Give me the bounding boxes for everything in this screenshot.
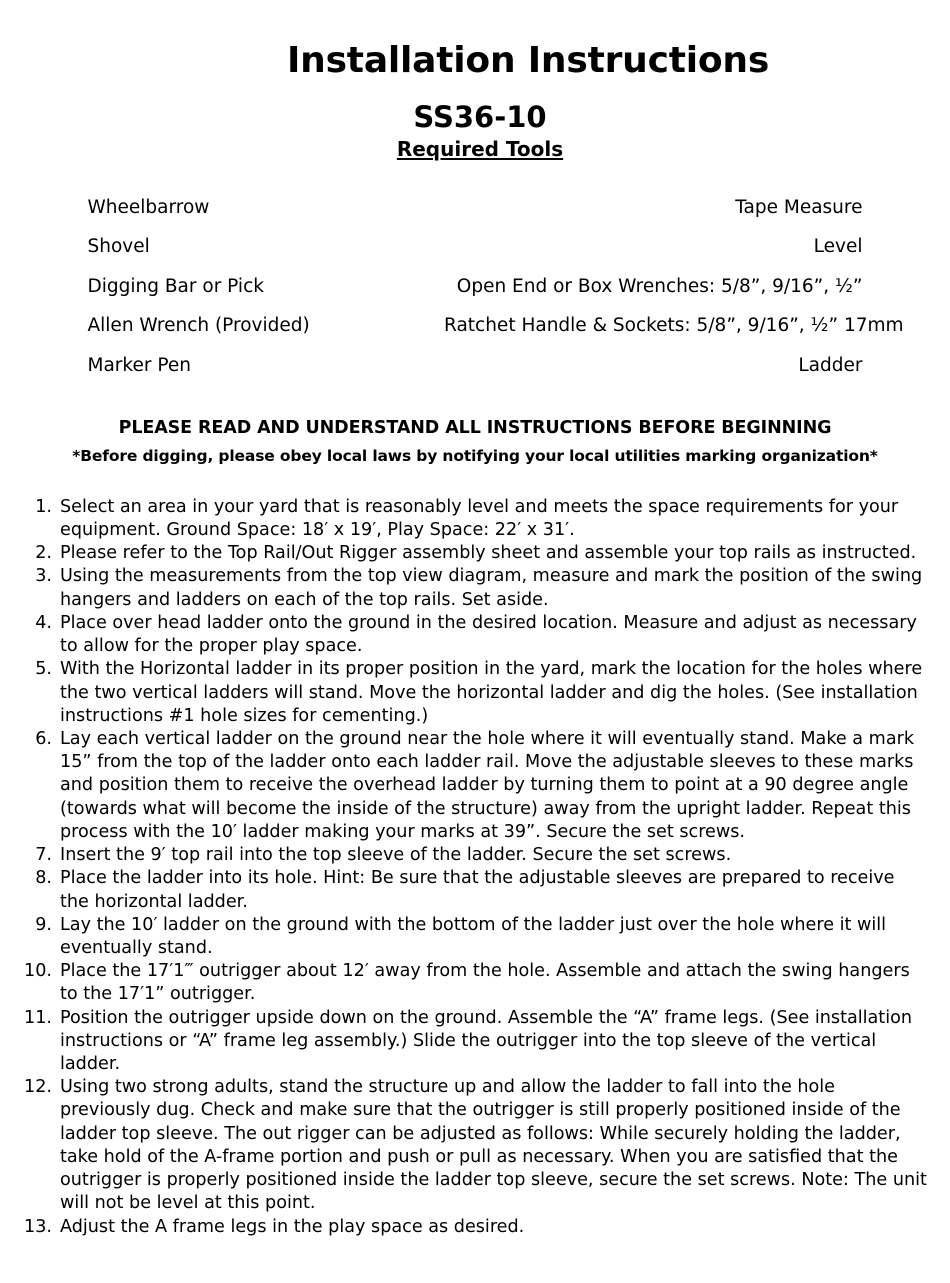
list-item-text: Insert the 9′ top rail into the top sleeve of the ladder. Secure the set screws. bbox=[60, 845, 732, 866]
required-tools-heading-label: Required Tools bbox=[396, 136, 564, 161]
list-item-number: 11. bbox=[24, 1007, 52, 1028]
warning-secondary: *Before digging, please obey local laws by notifying your local utilities marking organization* bbox=[72, 447, 878, 466]
list-item-number: 4. bbox=[35, 612, 52, 633]
list-item bbox=[22, 1216, 928, 1239]
list-item-text: Lay the 10′ ladder on the ground with the bottom of the ladder just over the hole where it will eventually stand. bbox=[60, 914, 887, 958]
list-item-number: 5. bbox=[35, 659, 52, 680]
list-item-text: Using two strong adults, stand the structure up and allow the ladder to fall into the hole previously dug. Check and make sure that the outrigger is still properly positioned inside of the ladder top sleeve. The out rigger can be adjusted as follows: While securely holding the ladder, take hold of the A-frame portion and push or pull as necessary. When you are satisfied that the outrigger is properly positioned inside the ladder top sleeve, secure the set screws. Note: The unit will not be level at this point. bbox=[60, 1077, 927, 1214]
list-item bbox=[22, 612, 928, 658]
list-item bbox=[22, 1076, 928, 1215]
tool-item-left: Marker Pen bbox=[87, 354, 191, 376]
tool-item-left: Digging Bar or Pick bbox=[87, 275, 264, 297]
list-item bbox=[22, 960, 928, 1006]
list-item bbox=[22, 565, 928, 611]
list-item bbox=[22, 867, 928, 913]
model-number: SS36-10 bbox=[413, 99, 547, 134]
required-tools-body bbox=[87, 196, 904, 376]
table-row bbox=[88, 199, 863, 239]
table-row bbox=[88, 317, 863, 357]
tool-item-right: Tape Measure bbox=[735, 196, 863, 218]
list-item-text: With the Horizontal ladder in its proper position in the yard, mark the location for the holes where the two vertical ladders will stand. Move the horizontal ladder and dig the holes. (See installation instructions #1 hole sizes for cementing.) bbox=[60, 659, 923, 726]
list-item-text: Place over head ladder onto the ground in the desired location. Measure and adjust as necessary to allow for the proper play space. bbox=[60, 612, 917, 657]
list-item-number: 3. bbox=[35, 566, 52, 587]
list-item-number: 13. bbox=[24, 1216, 52, 1237]
list-item bbox=[22, 496, 928, 542]
table-row bbox=[88, 357, 863, 376]
required-tools-heading bbox=[10, 138, 950, 161]
list-item-text: Please refer to the Top Rail/Out Rigger assembly sheet and assemble your top rails as instructed. bbox=[60, 543, 917, 564]
list-item-number: 7. bbox=[35, 845, 52, 866]
model-block bbox=[0, 99, 950, 161]
tool-item-right: Ratchet Handle & Sockets: 5/8”, 9/16”, ½” 17mm bbox=[444, 315, 904, 337]
tool-item-left: Wheelbarrow bbox=[87, 196, 210, 218]
tool-item-right: Open End or Box Wrenches: 5/8”, 9/16”, ½” bbox=[456, 275, 863, 297]
list-item bbox=[22, 542, 928, 565]
list-item-number: 6. bbox=[35, 728, 52, 749]
list-item-text: Select an area in your yard that is reasonably level and meets the space requirements for your equipment. Ground Space: 18′ x 19′, Play Space: 22′ x 31′. bbox=[60, 496, 899, 540]
list-item-number: 12. bbox=[24, 1077, 52, 1098]
list-item bbox=[22, 1007, 928, 1077]
list-item-number: 9. bbox=[35, 914, 52, 935]
document-header bbox=[0, 0, 950, 161]
list-item-number: 2. bbox=[35, 543, 52, 564]
list-item-number: 10. bbox=[24, 961, 52, 982]
list-item-number: 8. bbox=[35, 868, 52, 889]
list-item-text: Place the ladder into its hole. Hint: Be sure that the adjustable sleeves are prepared to receive the horizontal ladder. bbox=[60, 868, 895, 912]
list-item bbox=[22, 728, 928, 844]
list-item-text: Lay each vertical ladder on the ground near the hole where it will eventually stand. Make a mark 15” from the top of the ladder onto each ladder rail. Move the adjustable sleeves to these marks and position them to receive the overhead ladder by turning them to point at a 90 degree angle (towards what will become the inside of the structure) away from the upright ladder. Repeat this process with the 10′ ladder making your marks at 39”. Secure the set screws. bbox=[60, 728, 915, 842]
page-title: Installation Instructions bbox=[286, 40, 770, 81]
tool-item-left: Allen Wrench (Provided) bbox=[87, 315, 310, 337]
list-item-text: Using the measurements from the top view diagram, measure and mark the position of the swing hangers and ladders on each of the top rails. Set aside. bbox=[60, 566, 923, 610]
list-item-number: 1. bbox=[35, 496, 52, 517]
tool-item-right: Ladder bbox=[798, 354, 863, 376]
list-item-text: Place the 17′1‴ outrigger about 12′ away from the hole. Assemble and attach the swing hangers to the 17′1” outrigger. bbox=[60, 961, 910, 1005]
warning-block bbox=[0, 418, 950, 466]
table-row bbox=[88, 238, 863, 278]
warning-primary: PLEASE READ AND UNDERSTAND ALL INSTRUCTIONS BEFORE BEGINNING bbox=[118, 418, 832, 439]
required-tools-table bbox=[87, 196, 904, 376]
list-item-text: Position the outrigger upside down on the ground. Assemble the “A” frame legs. (See installation instructions or “A” frame leg assembly.) Slide the outrigger into the top sleeve of the vertical ladder. bbox=[60, 1007, 913, 1075]
list-item bbox=[22, 914, 928, 960]
table-row bbox=[88, 278, 863, 318]
tool-item-right: Level bbox=[813, 236, 863, 258]
list-item bbox=[22, 844, 928, 867]
instruction-list bbox=[22, 496, 928, 1239]
tool-item-left: Shovel bbox=[87, 236, 150, 258]
list-item-text: Adjust the A frame legs in the play space as desired. bbox=[60, 1216, 525, 1237]
list-item bbox=[22, 658, 928, 728]
